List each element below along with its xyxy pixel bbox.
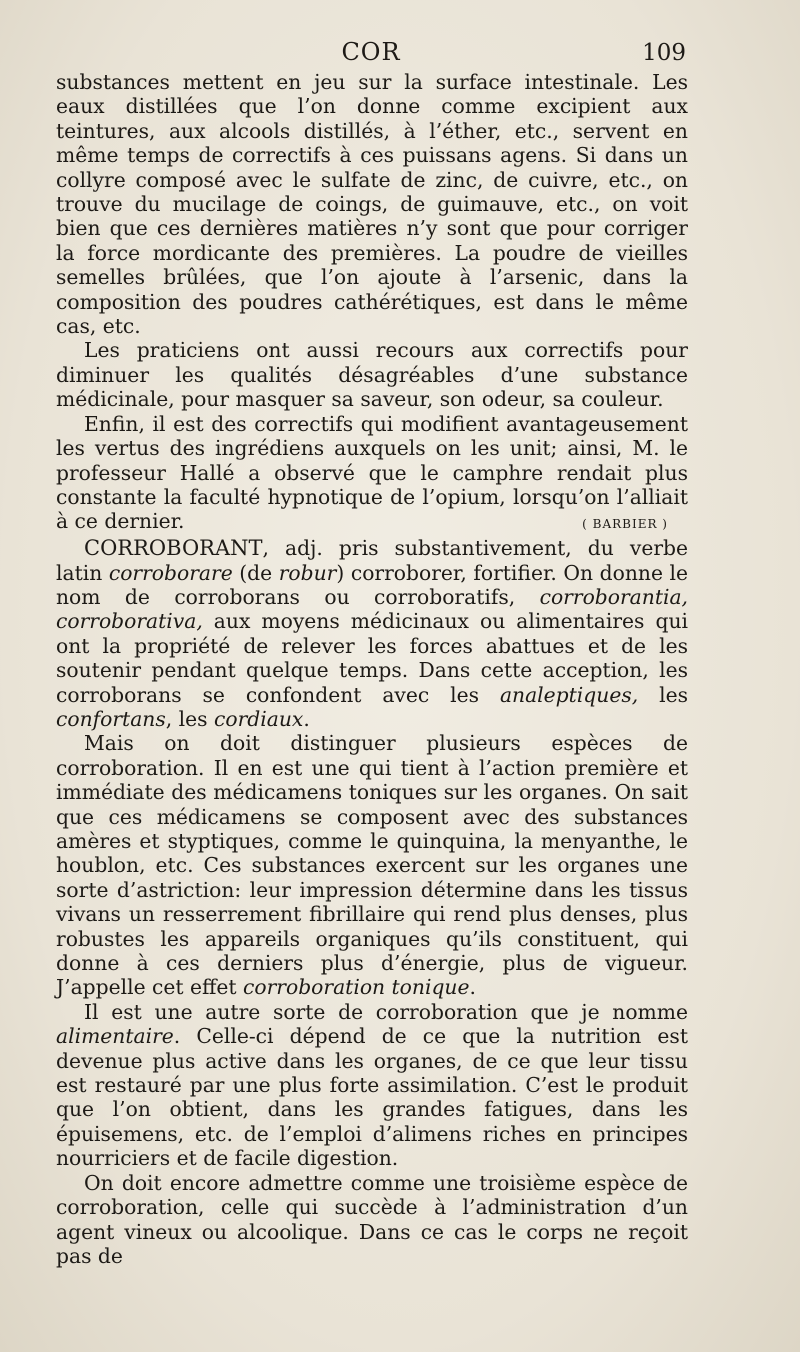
paragraph-continuation: substances mettent en jeu sur la surface intestinale. Les eaux distillées que l’on donne comme excipient aux teintures, aux alcools distillés, à l’éther, etc., servent en même temps de correctifs à ces puissans agens. Si dans un collyre composé avec le sulfate de zinc, de cuivre, etc., on trouve du mucilage de coings, de guimauve, etc., on voit bien que ces dernières matières n’y sont que pour corriger la force mordicante des premières. La poudre de vieilles semelles brûlées, que l’on ajoute à l’arsenic, dans la composition des poudres cathérétiques, est dans le même cas, etc. bbox=[56, 70, 688, 339]
entry-text: . bbox=[303, 706, 310, 731]
entry-text: les bbox=[638, 682, 688, 707]
paragraph-corroboration-tonique bbox=[56, 731, 688, 999]
paragraph-text: . bbox=[469, 975, 476, 1000]
page-number: 109 bbox=[642, 40, 686, 66]
italic-term: analeptiques, bbox=[499, 682, 639, 707]
entry-text: aux moyens médicinaux ou alimentaires qui ont la propriété de relever les forces abattues et de les soutenir pendant quelque temps. Dans cette acception, les corroborans se confondent avec les bbox=[56, 609, 688, 707]
entry-text: , adj. pris substantivement, du verbe latin bbox=[56, 536, 688, 585]
italic-term: confortans bbox=[56, 706, 166, 731]
paragraph-correctifs-qualites: Les praticiens ont aussi recours aux correctifs pour diminuer les qualités désagréables d’une substance médicinale, pour masquer sa saveur, son odeur, sa couleur. bbox=[56, 338, 688, 412]
page-header bbox=[56, 38, 686, 72]
paragraph-text: Il est une autre sorte de corroboration que je nomme bbox=[84, 999, 688, 1024]
paragraph-corroboration-alimentaire bbox=[56, 1000, 688, 1171]
author-signature: ( BARBIER ) bbox=[582, 516, 668, 531]
italic-term: alimentaire bbox=[56, 1024, 174, 1049]
entry-headword: CORROBORANT bbox=[84, 536, 263, 561]
paragraph-text: . Celle-ci dépend de ce que la nutrition est devenue plus active dans les organes, de ce que leur tissu est restauré par une plus forte assimilation. C’est le produit que l’on obtient, dans les grandes fatigues, dans les épuisemens, etc. de l’emploi d’alimens riches en principes nourriciers et de facile digestion. bbox=[56, 1024, 688, 1171]
italic-term: corroboration tonique bbox=[243, 975, 470, 1000]
entry-text: , les bbox=[165, 706, 215, 731]
italic-term: corroborantia, corroborativa, bbox=[56, 584, 688, 634]
entry-text: ) corroborer, fortifier. On donne le nom de corroborans ou corroboratifs, bbox=[56, 560, 689, 609]
paragraph-text: Mais on doit distinguer plusieurs espèces de corroboration. Il en est une qui tient à l’action première et immédiate des médicamens toniques sur les organes. On sait que ces médicamens se composent avec des substances amères et styptiques, comme le quinquina, la menyanthe, le houblon, etc. Ces substances exercent sur les organes une sorte d’astriction: leur impression détermine dans les tissus vivans un resserrement fibrillaire qui rend plus denses, plus robustes les appareils organiques qu’ils constituent, qui donne à ces derniers plus d’énergie, plus de vigueur. J’appelle cet effet bbox=[56, 731, 688, 1000]
paragraph-corroboration-vineuse: On doit encore admettre comme une troisième espèce de corroboration, celle qui succède à l’administration d’un agent vineux ou alcoolique. Dans ce cas le corps ne reçoit pas de bbox=[56, 1170, 688, 1268]
entry-corroborant bbox=[56, 536, 688, 731]
italic-term: robur bbox=[278, 560, 337, 585]
italic-term: corroborare bbox=[108, 560, 233, 585]
entry-text: (de bbox=[232, 560, 279, 585]
body-text bbox=[56, 70, 688, 1268]
paragraph-text: Enfin, il est des correctifs qui modifient avantageusement les vertus des ingrédiens auxquels on les unit; ainsi, M. le professeur Hallé a observé que le camphre rendait plus constante la faculté hypnotique de l’opium, lorsqu’on l’alliait à ce dernier. bbox=[56, 411, 688, 534]
running-head: COR bbox=[341, 38, 401, 66]
italic-term: cordiaux bbox=[214, 706, 304, 731]
